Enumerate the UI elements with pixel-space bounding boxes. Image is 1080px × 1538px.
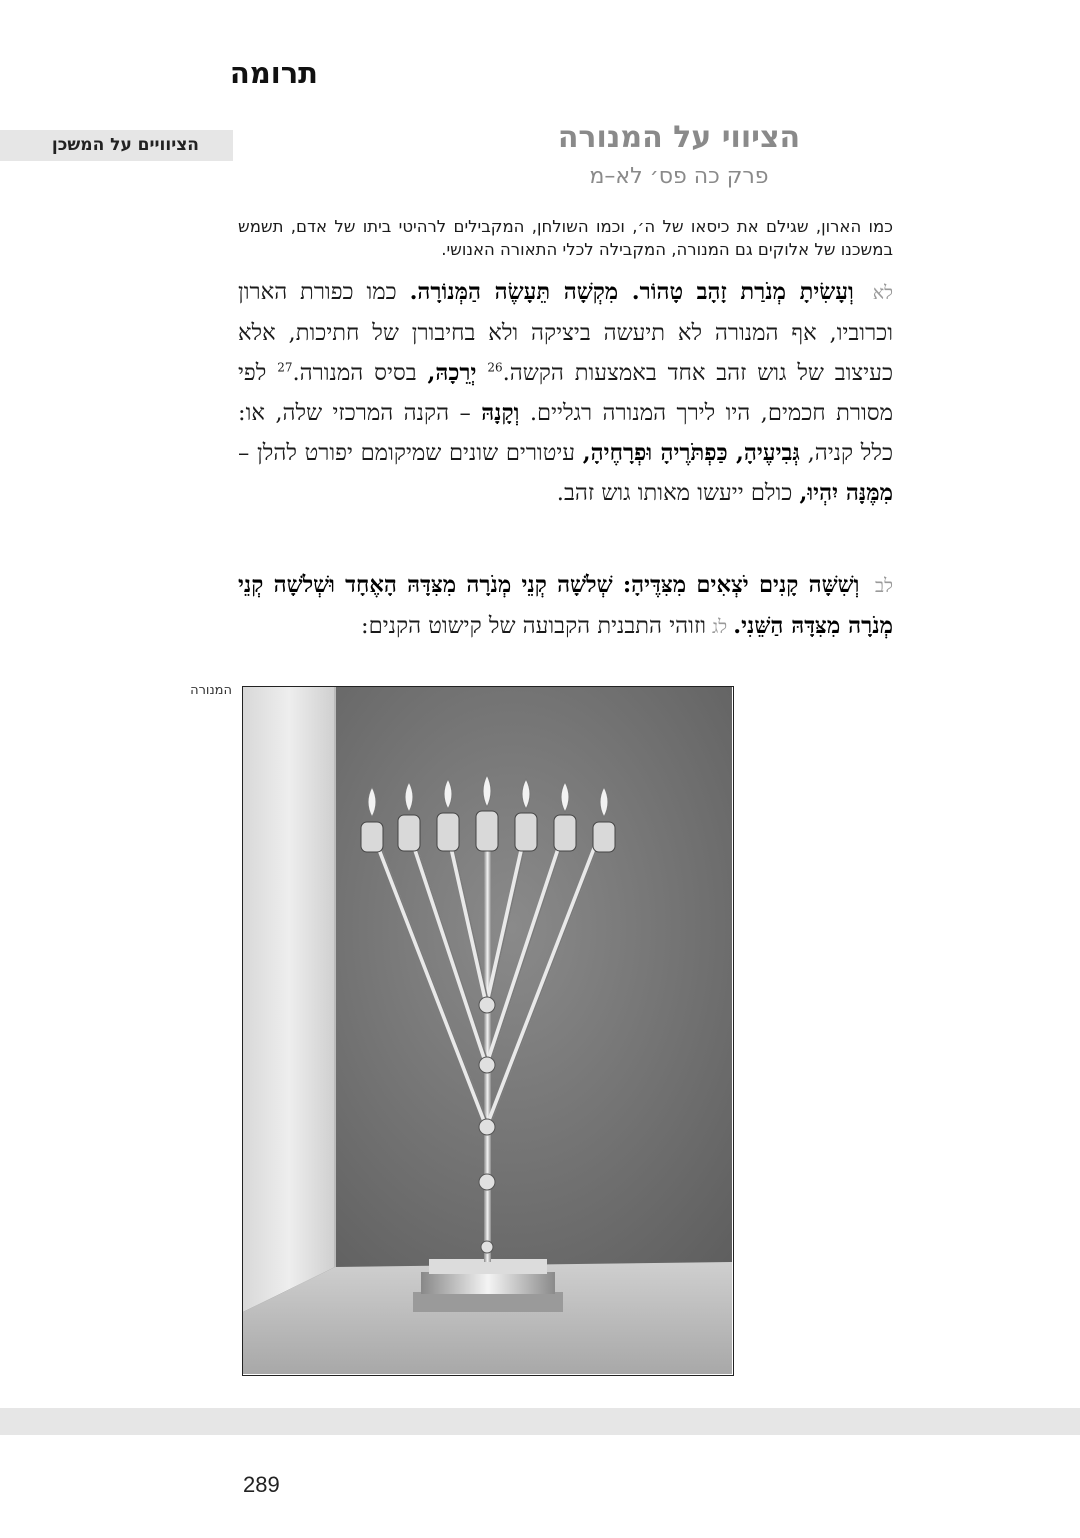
verse-number: לג bbox=[712, 616, 728, 638]
section-reference: פרק כה פס׳ לא–מ bbox=[589, 164, 769, 189]
section-title: הציווי על המנורה bbox=[557, 120, 801, 155]
verse-text: גְּבִיעֶיהָ, כַּפְתֹּרֶיהָ וּפְרָחֶיהָ, bbox=[582, 440, 800, 466]
parasha-header: תרומה bbox=[229, 56, 318, 90]
verse-text: וְשִׁשָּׁה קָנִים יֹצְאִים מִצִּדֶּיהָ: שְׁלֹשָׁה קְנֵי מְנֹרָה מִצִּדָּהּ הָאֶחָד וּשְׁלֹשָׁה קְנֵי מְנֹרָה מִצִּדָּהּ הַשֵּׁנִי. bbox=[238, 572, 893, 639]
verse-text: וְעָשִׂיתָ מְנֹרַת זָהָב טָהוֹר. מִקְשָׁה תֵּעָשֶׂה הַמְּנוֹרָה. bbox=[409, 279, 854, 305]
menorah-figure bbox=[242, 686, 734, 1376]
footnote-ref[interactable]: 26 bbox=[487, 360, 503, 375]
verse-paragraph-31 bbox=[238, 272, 893, 513]
commentary-text: לפי מסורת חכמים, היו לירך המנורה רגליים. bbox=[238, 360, 893, 426]
commentary-text: כמו כפורת הארון וכרוביו, אף המנורה לא תיעשה ביציקה ולא בחיבורן של חתיכות, אלא כעיצוב של גוש זהב אחד באמצעות הקשה. bbox=[238, 279, 894, 386]
commentary-text: בסיס המנורה. bbox=[292, 360, 417, 386]
verse-text: מִמֶּנָּה יִהְיוּ, bbox=[799, 480, 893, 506]
commentary-text: וזוהי התבנית הקבועה של קישוט הקנים: bbox=[361, 613, 707, 639]
footer-band bbox=[0, 1408, 1080, 1435]
figure-caption: המנורה bbox=[190, 683, 232, 698]
commentary-text: עיטורים שונים שמיקומם יפורט להלן – bbox=[238, 440, 576, 466]
commentary-text: – הקנה המרכזי שלה, או: כלל קניה, bbox=[238, 400, 893, 466]
verse-text: וְקָנָהּ bbox=[481, 400, 520, 426]
menorah-illustration bbox=[243, 687, 732, 1374]
verse-number: לב bbox=[874, 575, 893, 597]
verse-number: לא bbox=[872, 282, 894, 304]
verse-paragraph-32 bbox=[238, 565, 893, 647]
verse-text: יְרֵכָהּ, bbox=[427, 360, 477, 386]
intro-paragraph: כמו הארון, שגילם את כיסאו של ה׳, וכמו השולחן, המקבילים לרהיטי ביתו של אדם, תשמש במשכנו של אלוקים גם המנורה, המקבילה לכלי התאורה האנושי. bbox=[238, 217, 893, 259]
page-number: 289 bbox=[243, 1472, 280, 1497]
footnote-ref[interactable]: 27 bbox=[277, 360, 293, 375]
side-tab: הציוויים על המשכן bbox=[0, 130, 233, 161]
commentary-text: כולם ייעשו מאותו גוש זהב. bbox=[556, 480, 793, 506]
